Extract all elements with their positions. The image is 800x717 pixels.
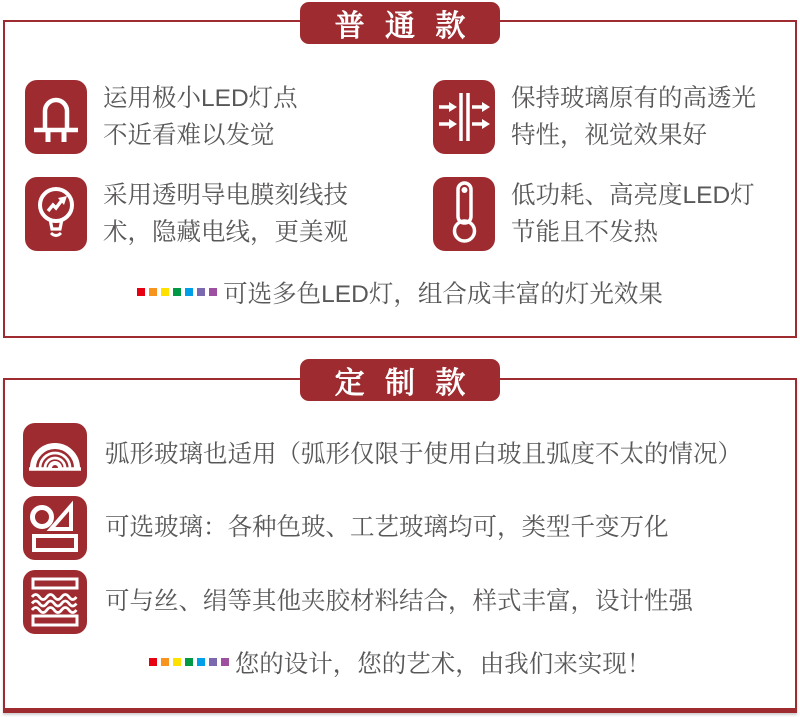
feature-line: 保持玻璃原有的高透光 (511, 85, 756, 112)
color-dot (161, 658, 169, 666)
feature-line: 特性，视觉效果好 (511, 122, 707, 149)
feature-text (103, 80, 298, 154)
color-dot (185, 658, 193, 666)
feature-text: 可与丝、绢等其他夹胶材料结合，样式丰富，设计性强 (105, 588, 693, 615)
feature-line: 运用极小LED灯点 (103, 85, 298, 112)
arch-glass-icon (23, 423, 87, 487)
feature-text: 可选玻璃：各种色玻、工艺玻璃均可，类型千变万化 (105, 514, 669, 541)
color-dot (149, 658, 157, 666)
regular-section-title: 普 通 款 (300, 2, 500, 44)
color-dot (185, 288, 193, 296)
feature-line: 采用透明导电膜刻线技 (103, 182, 348, 209)
feature-line: 术，隐藏电线，更美观 (103, 219, 348, 246)
feature-text (511, 80, 756, 154)
feature-text (511, 177, 755, 251)
feature-line: 节能且不发热 (511, 219, 658, 246)
feature-text (103, 177, 348, 251)
feature-text: 弧形玻璃也适用（弧形仅限于使用白玻且弧度不太的情况） (105, 441, 742, 468)
color-dot (173, 288, 181, 296)
color-dot (137, 288, 145, 296)
color-dot (209, 288, 217, 296)
color-dot (161, 288, 169, 296)
color-dots (137, 288, 217, 296)
feature-glass-types (23, 496, 669, 560)
glass-shapes-icon (23, 496, 87, 560)
color-dot (197, 288, 205, 296)
feature-led (25, 80, 298, 154)
led-icon (25, 80, 87, 154)
custom-footnote-text: 您的设计，您的艺术，由我们来实现！ (234, 650, 652, 678)
feature-laminated-materials (23, 570, 693, 634)
bulb-icon (25, 177, 87, 251)
color-dot (221, 658, 229, 666)
feature-line: 不近看难以发觉 (103, 122, 275, 149)
custom-section-title: 定 制 款 (300, 359, 500, 401)
color-dots (149, 658, 229, 666)
feature-curved-glass (23, 423, 742, 487)
feature-line: 低功耗、高亮度LED灯 (511, 182, 755, 209)
custom-footnote (0, 644, 800, 680)
color-dot (209, 658, 217, 666)
feature-low-power (433, 177, 755, 251)
feature-transmission (433, 80, 756, 154)
thermometer-icon (433, 177, 495, 251)
color-dot (149, 288, 157, 296)
light-transmission-icon (433, 80, 495, 154)
color-dot (197, 658, 205, 666)
laminated-layers-icon (23, 570, 87, 634)
regular-footnote-text: 可选多色LED灯，组合成丰富的灯光效果 (223, 280, 663, 308)
feature-etching (25, 177, 348, 251)
regular-footnote (0, 274, 800, 310)
color-dot (173, 658, 181, 666)
